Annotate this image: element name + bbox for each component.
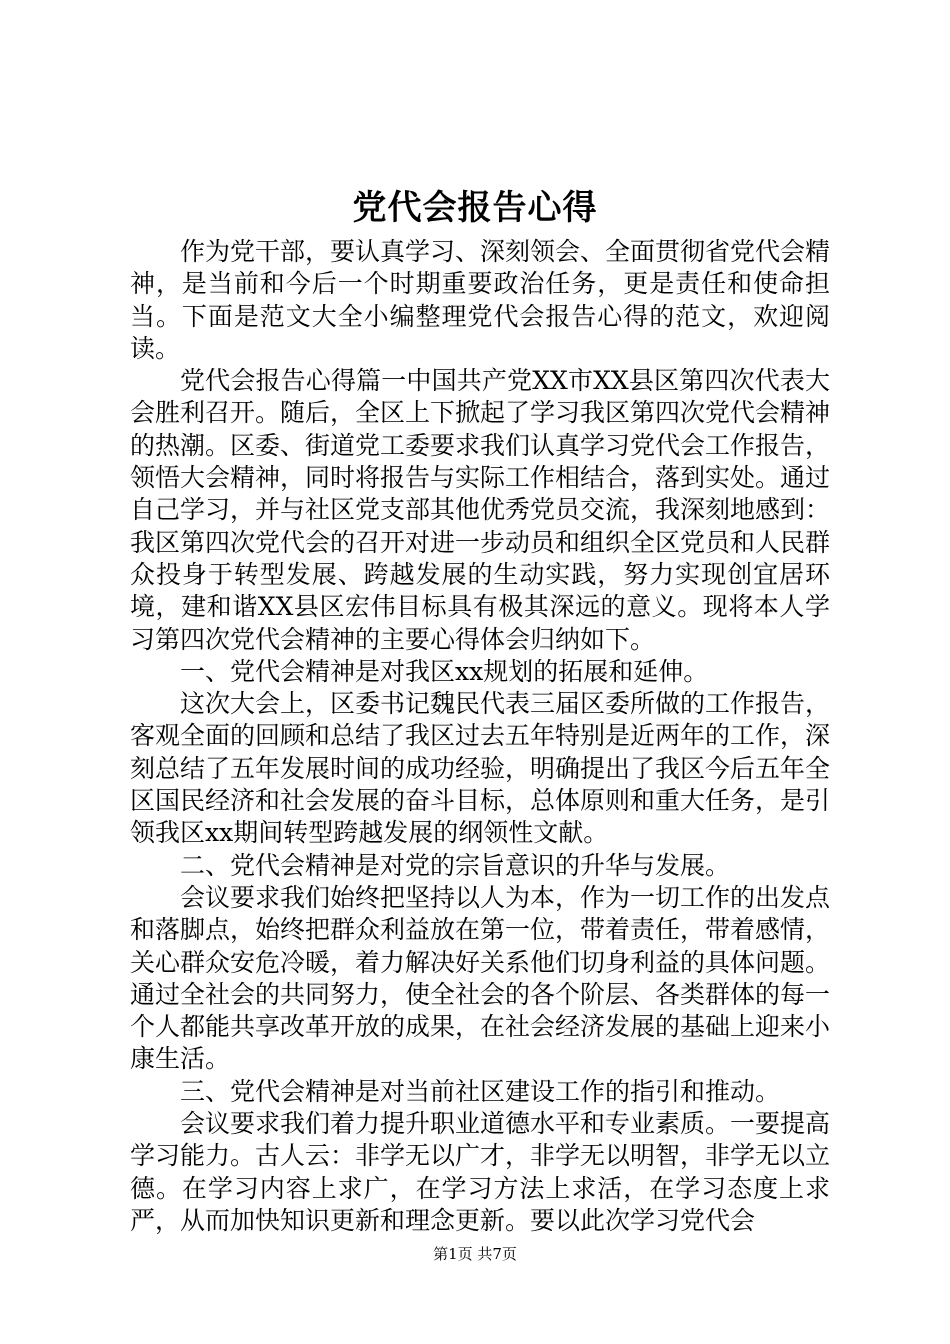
page-footer: 第1页 共7页	[433, 1245, 517, 1263]
paragraph-section-two: 会议要求我们始终把坚持以人为本，作为一切工作的出发点和落脚点，始终把群众利益放在第一位，带着责任，带着感情，关心群众安危冷暖，着力解决好关系他们切身利益的具体问题。通过全社会的共同努力，使全社会的各个阶层、各类群体的每一个人都能共享改革开放的成果，在社会经济发展的基础上迎来小康生活。	[130, 882, 831, 1074]
document-body	[130, 236, 830, 1237]
paragraph-intro: 作为党干部，要认真学习、深刻领会、全面贯彻省党代会精神，是当前和今后一个时期重要政治任务，更是责任和使命担当。下面是范文大全小编整理党代会报告心得的范文，欢迎阅读。	[130, 237, 831, 363]
paragraph-section-three: 会议要求我们着力提升职业道德水平和专业素质。一要提高学习能力。古人云：非学无以广才，非学无以明智，非学无以立德。在学习内容上求广，在学习方法上求活，在学习态度上求严，从而加快知识更新和理念更新。要以此次学习党代会	[130, 1109, 831, 1235]
paragraph-part-one: 党代会报告心得篇一中国共产党XX市XX县区第四次代表大会胜利召开。随后，全区上下掀起了学习我区第四次党代会精神的热潮。区委、街道党工委要求我们认真学习党代会工作报告，领悟大会精神，同时将报告与实际工作相结合，落到实处。通过自己学习，并与社区党支部其他优秀党员交流，我深刻地感到：我区第四次党代会的召开对进一步动员和组织全区党员和人民群众投身于转型发展、跨越发展的生动实践，努力实现创宜居环境，建和谐XX县区宏伟目标具有极其深远的意义。现将本人学习第四次党代会精神的主要心得体会归纳如下。	[130, 366, 831, 654]
paragraph-section-one: 这次大会上，区委书记魏民代表三届区委所做的工作报告，客观全面的回顾和总结了我区过去五年特别是近两年的工作，深刻总结了五年发展时间的成功经验，明确提出了我区今后五年全区国民经济和社会发展的奋斗目标，总体原则和重大任务，是引领我区xx期间转型跨越发展的纲领性文献。	[130, 689, 831, 848]
heading-section-three: 三、党代会精神是对当前社区建设工作的指引和推动。	[180, 1076, 781, 1106]
heading-section-one: 一、党代会精神是对我区xx规划的拓展和延伸。	[180, 656, 709, 686]
heading-section-two: 二、党代会精神是对党的宗旨意识的升华与发展。	[180, 850, 731, 880]
document-title: 党代会报告心得	[352, 188, 598, 228]
